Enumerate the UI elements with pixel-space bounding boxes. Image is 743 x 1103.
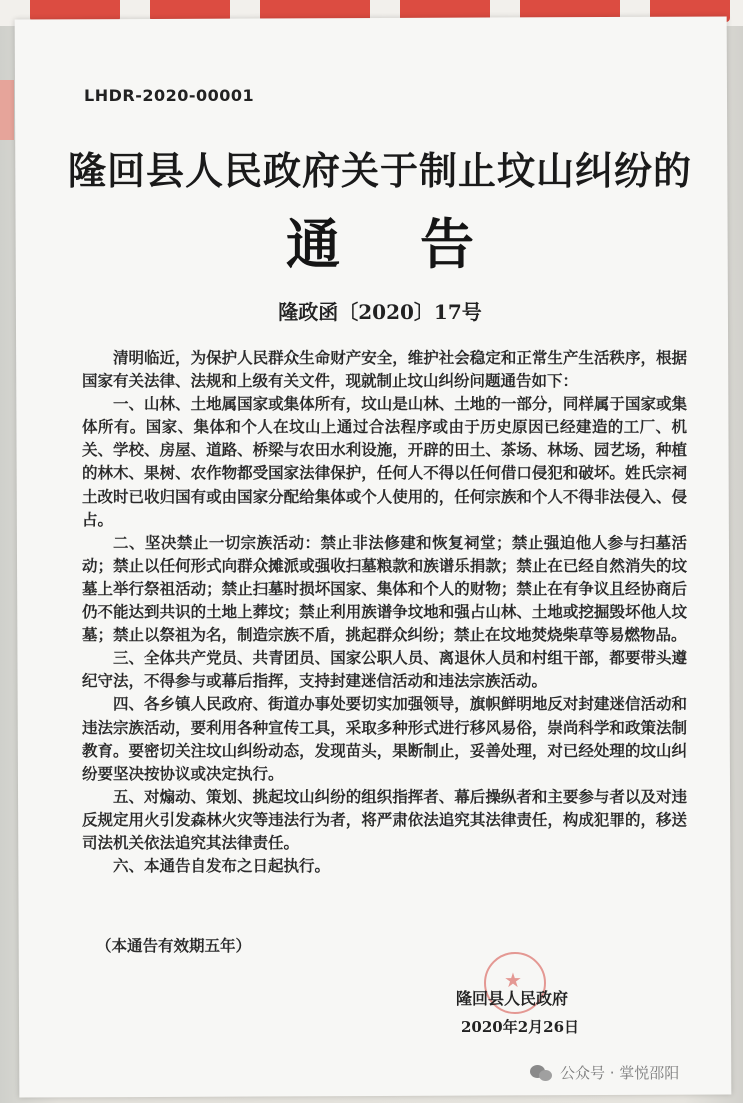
red-poster-edge (0, 80, 14, 140)
issue-date: 2020年2月26日 (461, 1018, 580, 1036)
clause-5: 五、对煽动、策划、挑起坟山纠纷的组织指挥者、幕后操纵者和主要参与者以及对违反规定用火引发森林火灾等违法行为者，将严肃依法追究其法律责任，构成犯罪的，移送司法机关依法追究其法律责任。 (82, 786, 687, 852)
watermark-text: 公众号 · 掌悦邵阳 (560, 1064, 680, 1082)
seal-star-icon: ★ (504, 968, 522, 992)
notice-title: 隆回县人民政府关于制止坟山纠纷的 (67, 148, 692, 193)
clause-2: 二、坚决禁止一切宗族活动：禁止非法修建和恢复祠堂；禁止强迫他人参与扫墓活动；禁止以任何形式向群众摊派或强收扫墓粮款和族谱乐捐款；禁止在已经自然消失的坟墓上举行祭祖活动；禁止扫墓时损坏国家、集体和个人的财物；禁止在有争议且经协商后仍不能达到共识的土地上葬坟；禁止利用族谱争坟地和强占山林、土地或挖掘毁坏他人坟墓；禁止以祭祖为名，制造宗族不盾，挑起群众纠纷；禁止在坟地焚烧柴草等易燃物品。 (82, 532, 687, 645)
validity-note: （本通告有效期五年） (96, 936, 252, 955)
notice-body (82, 346, 687, 877)
watermark (530, 1062, 679, 1083)
clause-1: 一、山林、土地属国家或集体所有，坟山是山林、土地的一部分，同样属于国家或集体所有。国家、集体和个人在坟山上通过合法程序或由于历史原因已经建造的工厂、机关、学校、房屋、道路、桥梁与农田水利设施，开辟的田土、茶场、林场、园艺场，种植的林木、果树、农作物都受国家法律保护，任何人不得以任何借口侵犯和破坏。姓氏宗祠土改时已收归国有或由国家分配给集体或个人使用的，任何宗族和个人不得非法侵入、侵占。 (82, 394, 687, 529)
clause-3: 三、全体共产党员、共青团员、国家公职人员、离退休人员和村组干部，都要带头遵纪守法，不得参与或幕后指挥，支持封建迷信活动和违法宗族活动。 (82, 648, 687, 691)
clause-4: 四、各乡镇人民政府、街道办事处要切实加强领导，旗帜鲜明地反对封建迷信活动和违法宗族活动，要利用各种宣传工具，采取多种形式进行移风易俗，崇尚科学和政策法制教育。要密切关注坟山纠纷动态，发现苗头，果断制止，妥善处理，对已经处理的坟山纠纷要坚决按协议或决定执行。 (82, 694, 687, 783)
wechat-icon (530, 1063, 554, 1083)
document-code: LHDR-2020-00001 (84, 86, 255, 105)
document-number: 隆政函〔2020〕17号 (278, 300, 482, 324)
intro-paragraph: 清明临近，为保护人民群众生命财产安全，维护社会稳定和正常生产生活秩序，根据国家有关法律、法规和上级有关文件，现就制止坟山纠纷问题通告如下： (82, 348, 687, 391)
notice-heading: 通告 (286, 212, 554, 276)
signer: 隆回县人民政府 (456, 989, 569, 1008)
clause-6: 六、本通告自发布之日起执行。 (113, 856, 331, 876)
